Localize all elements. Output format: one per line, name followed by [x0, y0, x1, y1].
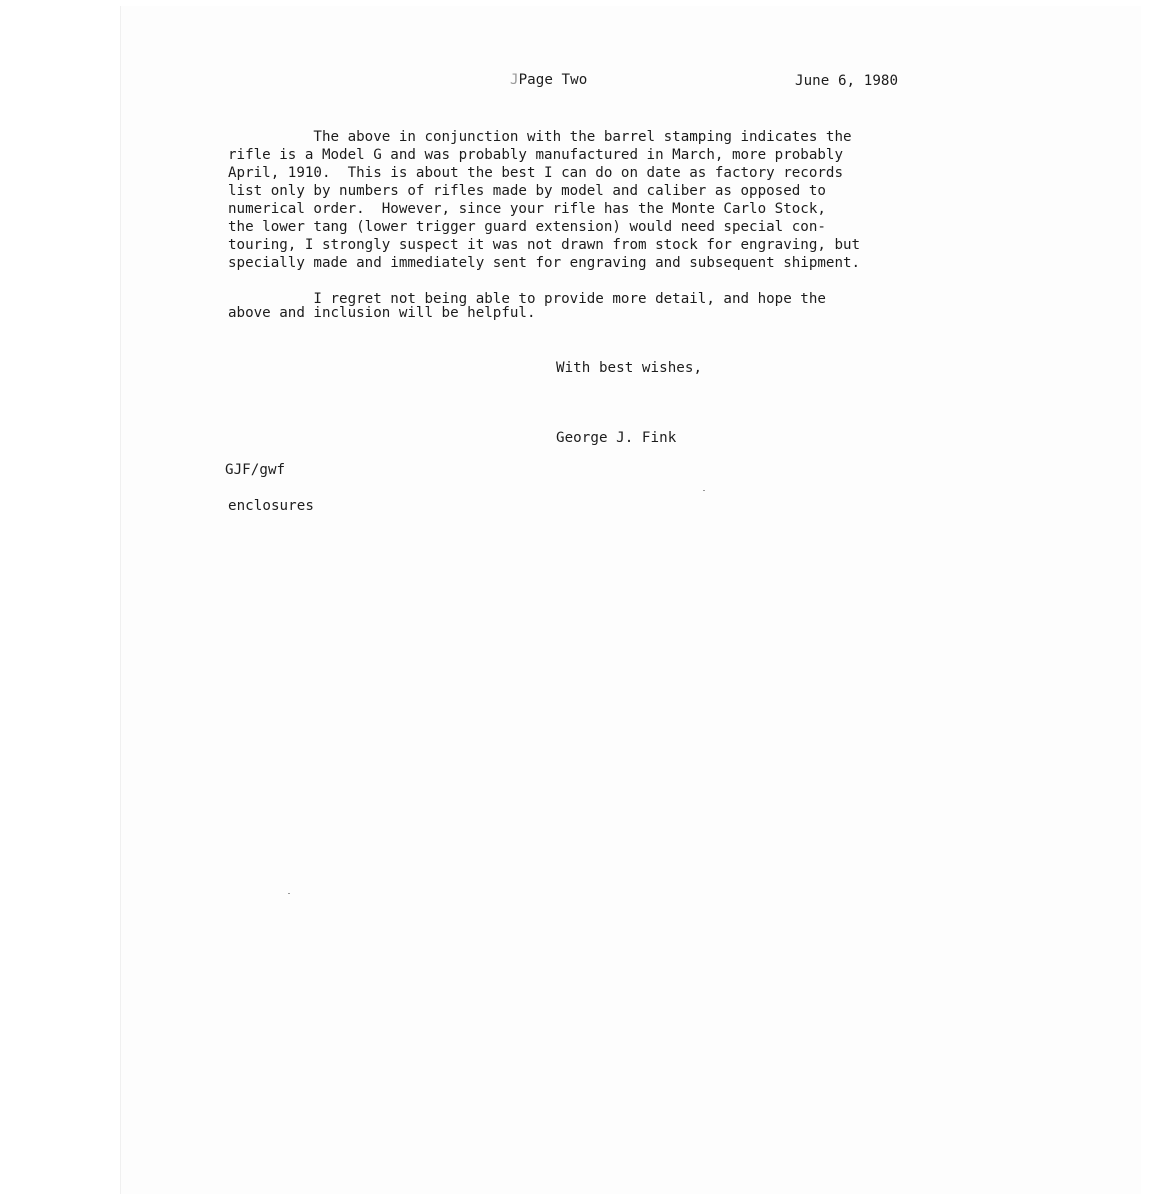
paragraph-1-line: numerical order. However, since your rifle has the Monte Carlo Stock,: [228, 201, 826, 217]
reference-initials: GJF/gwf: [225, 462, 286, 478]
paragraph-1-line: specially made and immediately sent for engraving and subsequent shipment.: [228, 255, 861, 271]
paragraph-1-line: list only by numbers of rifles made by model and caliber as opposed to: [228, 183, 826, 199]
page-number-heading: [510, 72, 587, 88]
paragraph-2-line: I regret not being able to provide more detail, and hope the: [228, 291, 826, 307]
closing-salutation: With best wishes,: [556, 360, 703, 376]
paragraph-1-line: rifle is a Model G and was probably manufactured in March, more probably: [228, 147, 843, 163]
paragraph-1-line: touring, I strongly suspect it was not drawn from stock for engraving, but: [228, 237, 861, 253]
page-number-smudge: J: [510, 72, 519, 88]
paragraph-1-line: April, 1910. This is about the best I can do on date as factory records: [228, 165, 843, 181]
signature-name: George J. Fink: [556, 430, 677, 446]
enclosures-note: enclosures: [228, 498, 314, 514]
paragraph-1-line: the lower tang (lower trigger guard extension) would need special con-: [228, 219, 826, 235]
paragraph-1-line: The above in conjunction with the barrel stamping indicates the: [228, 129, 852, 145]
paragraph-2-line: above and inclusion will be helpful.: [228, 305, 536, 321]
paper-speck: [703, 490, 705, 491]
letter-date: June 6, 1980: [795, 73, 899, 89]
paper-speck: [288, 893, 290, 894]
page-number-label: Page Two: [518, 72, 588, 88]
